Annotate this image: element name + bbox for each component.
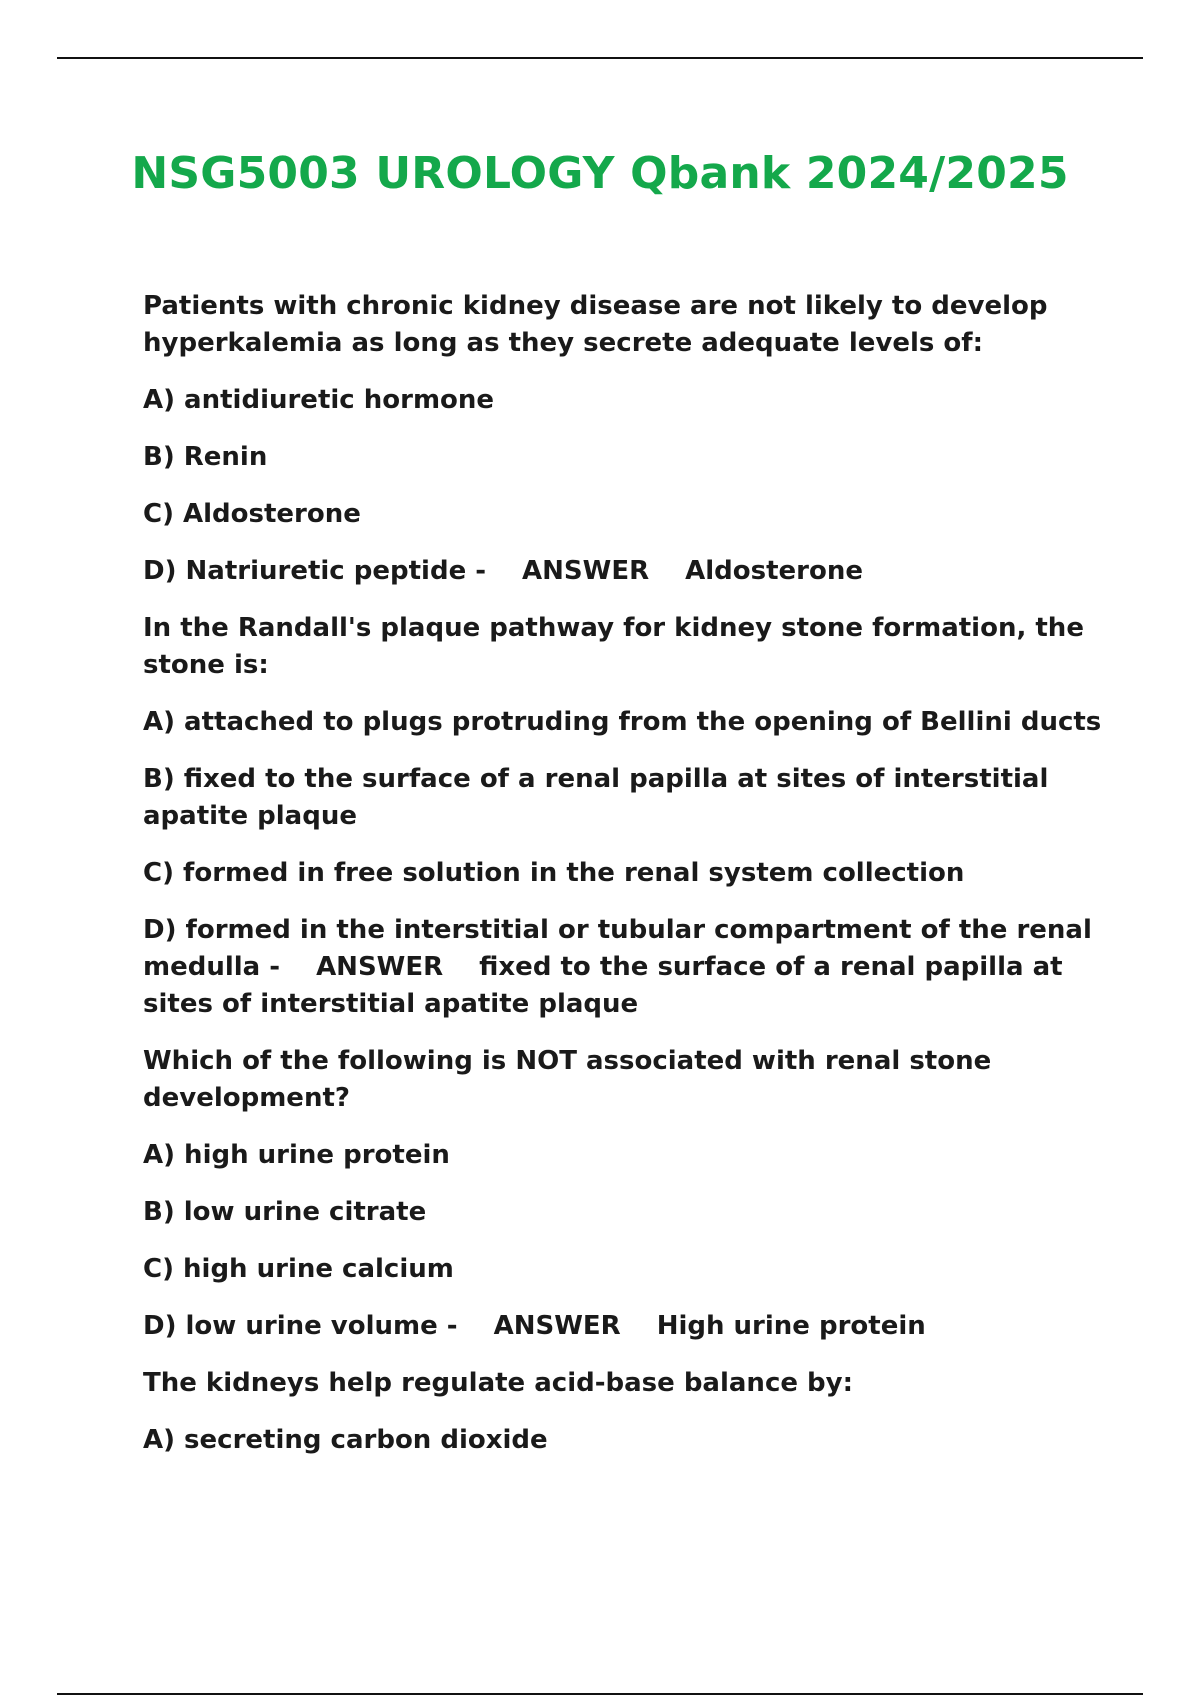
bottom-rule bbox=[57, 1693, 1143, 1695]
question-4-stem: The kidneys help regulate acid-base balance by: bbox=[143, 1368, 853, 1398]
question-3-option-a: A) high urine protein bbox=[143, 1140, 450, 1170]
question-1-answer-label: ANSWER bbox=[522, 556, 650, 586]
question-2-option-d: D) formed in the interstitial or tubular compartment of the renal medulla - bbox=[143, 915, 1092, 982]
question-list bbox=[143, 288, 1108, 1479]
question-2-answer-text: fixed to the surface of a renal papilla at sites of interstitial apatite plaque bbox=[143, 952, 1063, 1019]
question-1-option-c: C) Aldosterone bbox=[143, 499, 361, 529]
question-3-option-d: D) low urine volume - bbox=[143, 1311, 458, 1341]
question-2-answer-label: ANSWER bbox=[316, 952, 444, 982]
question-1-answer-text: Aldosterone bbox=[685, 556, 863, 586]
question-1-option-a: A) antidiuretic hormone bbox=[143, 385, 495, 415]
question-3-answer-label: ANSWER bbox=[493, 1311, 621, 1341]
question-2-stem: In the Randall's plaque pathway for kidney stone formation, the stone is: bbox=[143, 613, 1084, 680]
question-2-option-c: C) formed in free solution in the renal system collection bbox=[143, 858, 965, 888]
question-2-option-d-with-answer bbox=[143, 912, 1108, 1023]
question-4-option-a: A) secreting carbon dioxide bbox=[143, 1425, 548, 1455]
question-1-option-d: D) Natriuretic peptide - bbox=[143, 556, 487, 586]
question-3-option-c: C) high urine calcium bbox=[143, 1254, 454, 1284]
question-3-option-b: B) low urine citrate bbox=[143, 1197, 427, 1227]
question-1-option-d-with-answer bbox=[143, 553, 1108, 590]
question-3-answer-text: High urine protein bbox=[656, 1311, 926, 1341]
question-3-option-d-with-answer bbox=[143, 1308, 1108, 1345]
question-2-option-a: A) attached to plugs protruding from the opening of Bellini ducts bbox=[143, 707, 1102, 737]
question-2-option-b: B) fixed to the surface of a renal papilla at sites of interstitial apatite plaque bbox=[143, 764, 1049, 831]
top-rule bbox=[57, 57, 1143, 59]
question-1-option-b: B) Renin bbox=[143, 442, 268, 472]
document-title: NSG5003 UROLOGY Qbank 2024/2025 bbox=[131, 148, 1069, 199]
question-3-stem: Which of the following is NOT associated with renal stone development? bbox=[143, 1046, 992, 1113]
question-1-stem: Patients with chronic kidney disease are not likely to develop hyperkalemia as long as they secrete adequate levels of: bbox=[143, 291, 1048, 358]
